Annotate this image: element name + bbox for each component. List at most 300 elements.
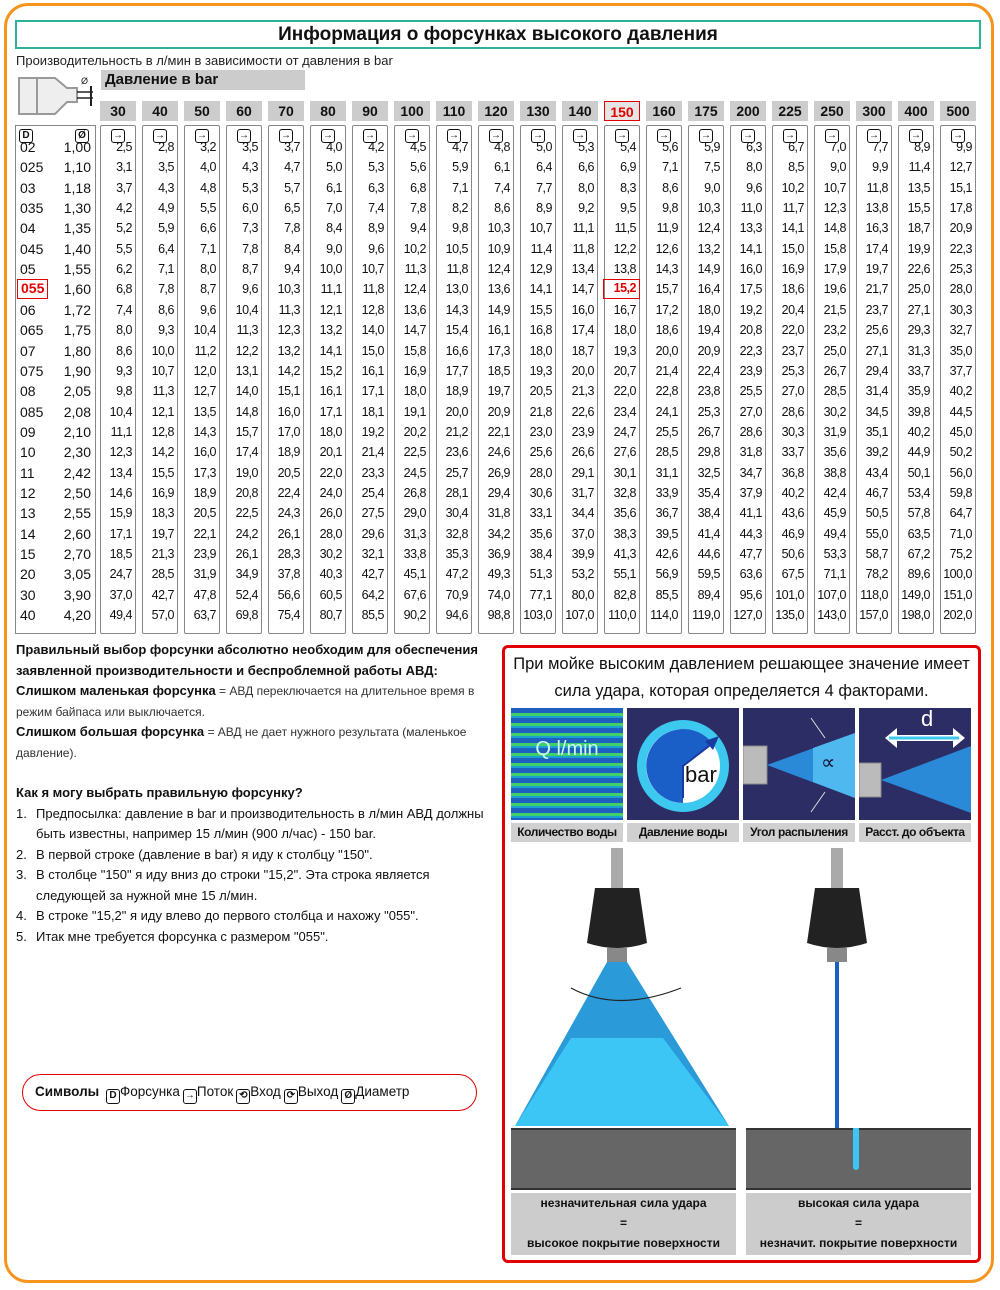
flow-value: 30,2	[319, 547, 342, 561]
flow-value: 47,2	[445, 567, 468, 582]
flow-value: 56,0	[949, 465, 972, 480]
flow-value: 11,5	[614, 221, 636, 236]
legend-выход-icon: ⟳	[284, 1089, 298, 1104]
flow-value: 11,8	[572, 241, 594, 256]
step-number: 4.	[16, 908, 27, 923]
flow-value: 94,6	[445, 608, 468, 623]
pressure-header: 500	[940, 101, 976, 121]
pressure-text: bar	[685, 762, 717, 787]
flow-value: 34,9	[235, 567, 258, 582]
flow-value: 20,0	[445, 404, 468, 419]
flow-value: 18,7	[571, 343, 594, 358]
flow-value: 20,9	[697, 343, 720, 358]
flow-value: 35,3	[445, 547, 468, 561]
flow-value: 25,3	[781, 363, 804, 378]
flow-value: 15,0	[781, 241, 804, 256]
nozzle-diameter: 1,10	[63, 159, 91, 176]
step-number: 3.	[16, 867, 27, 882]
flow-value: 26,7	[697, 424, 720, 439]
step-number: 2.	[16, 846, 27, 862]
flow-value: 26,6	[571, 445, 594, 460]
flow-value: 14,9	[697, 262, 720, 277]
pressure-column	[814, 125, 850, 634]
flow-value: 11,3	[236, 323, 258, 338]
flow-value: 9,0	[830, 160, 846, 175]
nozzle-size: 075	[20, 362, 44, 379]
large-nozzle-text: = АВД не дает нужного результата (маленькое давление).	[16, 725, 467, 760]
water-quantity-image	[511, 708, 623, 820]
flow-value: 23,7	[781, 343, 804, 358]
flow-value: 29,0	[403, 506, 426, 521]
flow-value: 74,0	[487, 587, 510, 602]
flow-value: 12,3	[109, 445, 132, 460]
flow-value: 7,4	[494, 180, 510, 195]
flow-value: 8,9	[536, 201, 552, 216]
flow-value: 9,8	[662, 201, 678, 216]
flow-symbol-icon: →	[533, 130, 543, 141]
flow-value: 27,1	[865, 343, 888, 358]
flow-value: 53,3	[823, 547, 846, 561]
flow-value: 25,6	[865, 323, 888, 338]
flow-value: 11,0	[740, 201, 762, 216]
nozzle-size: 12	[20, 484, 36, 501]
pressure-column	[184, 125, 220, 634]
flow-value: 23,4	[613, 404, 636, 419]
flow-value: 25,7	[445, 465, 468, 480]
flow-value: 46,7	[865, 485, 888, 500]
flow-value: 13,6	[403, 302, 426, 317]
flow-value: 21,4	[361, 445, 384, 460]
flow-value: 35,9	[907, 384, 930, 399]
step-number: 5.	[16, 928, 27, 944]
flow-value: 17,5	[739, 282, 762, 297]
flow-value: 3,2	[200, 140, 216, 154]
pressure-header: 60	[226, 101, 262, 121]
flow-value: 16,0	[277, 404, 300, 419]
flow-value: 8,2	[452, 201, 468, 216]
flow-value: 8,6	[158, 302, 174, 317]
flow-value: 12,1	[151, 404, 174, 419]
flow-value: 9,0	[704, 180, 720, 195]
flow-value: 34,2	[487, 526, 510, 541]
flow-value: 14,8	[235, 404, 258, 419]
step-item	[16, 906, 486, 927]
flow-value: 75,2	[949, 547, 972, 561]
flow-value: 17,4	[865, 241, 888, 256]
flow-value: 11,7	[782, 201, 804, 216]
flow-value: 8,6	[116, 343, 132, 358]
flow-value: 8,6	[494, 201, 510, 216]
flow-value: 31,8	[487, 506, 510, 521]
legend-форсунка-icon: D	[106, 1089, 120, 1104]
flow-value: 14,0	[235, 384, 258, 399]
flow-value: 21,4	[655, 363, 678, 378]
flow-value: 27,0	[781, 384, 804, 399]
pressure-column	[310, 125, 346, 634]
flow-value: 14,0	[361, 323, 384, 338]
flow-value: 80,7	[319, 608, 342, 623]
flow-value: 3,5	[242, 140, 258, 154]
flow-value: 85,5	[655, 587, 678, 602]
flow-value: 14,1	[739, 241, 762, 256]
flow-value: 25,3	[949, 262, 972, 277]
flow-symbol-icon: →	[827, 130, 837, 141]
legend-item	[284, 1075, 338, 1109]
left-caption	[511, 1193, 736, 1255]
pressure-header: 70	[268, 101, 304, 121]
flow-value: 20,8	[739, 323, 762, 338]
step-item	[16, 927, 486, 948]
flow-value: 18,7	[907, 221, 930, 236]
flow-value: 9,8	[116, 384, 132, 399]
flow-value: 14,1	[529, 282, 552, 297]
flow-value: 38,4	[529, 547, 552, 561]
flow-value: 42,7	[361, 567, 384, 582]
pressure-column	[730, 125, 766, 634]
flow-value: 38,3	[613, 526, 636, 541]
flow-symbol-icon: →	[155, 130, 165, 141]
flow-value: 47,7	[739, 547, 762, 561]
flow-value: 12,4	[403, 282, 426, 297]
nozzle-diameter: 2,42	[63, 464, 91, 481]
flow-value: 44,6	[697, 547, 720, 561]
caption-line: незначит. покрытие поверхности	[759, 1236, 958, 1250]
step-item	[16, 804, 486, 845]
flow-value: 16,6	[445, 343, 468, 358]
flow-value: 24,2	[235, 526, 258, 541]
flow-value: 14,2	[151, 445, 174, 460]
flow-value: 31,8	[739, 445, 762, 460]
narrow-spray-nozzle-icon	[807, 848, 867, 1133]
nozzle-diameter: 1,90	[63, 362, 91, 379]
flow-value: 11,3	[278, 302, 300, 317]
flow-value: 6,4	[158, 241, 174, 256]
flow-value: 5,2	[116, 221, 132, 236]
flow-value: 31,7	[571, 485, 594, 500]
pressure-header: 160	[646, 101, 682, 121]
flow-value: 18,0	[319, 424, 342, 439]
flow-value: 11,4	[530, 241, 552, 256]
flow-value: 8,6	[662, 180, 678, 195]
flow-symbol-icon: →	[365, 130, 375, 141]
flow-value: 21,8	[529, 404, 552, 419]
nozzle-size: 045	[20, 240, 44, 257]
flow-symbol-icon: →	[701, 130, 711, 141]
flow-value: 18,0	[403, 384, 426, 399]
flow-value: 14,3	[445, 302, 468, 317]
flow-value: 103,0	[523, 608, 552, 623]
flow-value: 101,0	[775, 587, 804, 602]
flow-value: 9,4	[410, 221, 426, 236]
flow-value: 9,9	[872, 160, 888, 175]
flow-value: 23,7	[865, 302, 888, 317]
flow-value: 6,5	[284, 201, 300, 216]
flow-value: 118,0	[860, 587, 888, 602]
pressure-column	[520, 125, 556, 634]
flow-value: 18,3	[151, 506, 174, 521]
flow-value: 67,6	[403, 587, 426, 602]
flow-value: 157,0	[859, 608, 888, 623]
flow-value: 15,1	[949, 180, 972, 195]
flow-value: 7,8	[242, 241, 258, 256]
flow-value: 39,8	[907, 404, 930, 419]
flow-value: 25,4	[361, 485, 384, 500]
flow-value: 42,7	[151, 587, 174, 602]
water-quantity-text: Q l/min	[535, 738, 599, 760]
flow-value: 198,0	[901, 608, 930, 623]
flow-value: 13,8	[613, 262, 636, 277]
flow-symbol-icon: →	[113, 130, 123, 141]
flow-value: 11,1	[320, 282, 342, 297]
flow-symbol-icon: →	[785, 130, 795, 141]
caption-line: высокое покрытие поверхности	[527, 1236, 720, 1250]
flow-value: 5,9	[158, 221, 174, 236]
flow-value: 18,6	[655, 323, 678, 338]
flow-value: 14,1	[319, 343, 342, 358]
small-nozzle-label: Слишком маленькая форсунка	[16, 683, 216, 698]
flow-value: 13,2	[697, 241, 720, 256]
flow-value: 5,9	[452, 160, 468, 175]
flow-value: 29,6	[361, 526, 384, 541]
angle-text: ∝	[821, 752, 836, 774]
flow-value: 22,6	[907, 262, 930, 277]
legend-item	[106, 1075, 180, 1109]
flow-value: 45,0	[949, 424, 972, 439]
nozzle-size: 14	[20, 525, 36, 542]
nozzle-size-column	[15, 125, 96, 634]
flow-value: 8,0	[578, 180, 594, 195]
flow-value: 19,9	[907, 241, 930, 256]
flow-value: 26,1	[235, 547, 258, 561]
flow-value: 4,3	[158, 180, 174, 195]
flow-value: 41,4	[697, 526, 720, 541]
flow-value: 53,4	[907, 485, 930, 500]
flow-value: 31,3	[403, 526, 426, 541]
symbols-legend	[22, 1074, 477, 1111]
flow-value: 10,4	[109, 404, 132, 419]
flow-value: 20,8	[235, 485, 258, 500]
flow-value: 15,1	[277, 384, 300, 399]
flow-value: 50,1	[907, 465, 930, 480]
flow-value: 5,6	[662, 140, 678, 154]
flow-value: 32,1	[361, 547, 384, 561]
flow-value: 7,8	[284, 221, 300, 236]
flow-value: 16,7	[613, 302, 636, 317]
flow-value: 127,0	[733, 608, 762, 623]
flow-value: 43,6	[781, 506, 804, 521]
flow-value: 52,4	[235, 587, 258, 602]
legend-item	[183, 1075, 233, 1109]
flow-value: 10,7	[823, 180, 846, 195]
flow-value: 16,0	[193, 445, 216, 460]
flow-value: 15,4	[445, 323, 468, 338]
flow-value: 22,3	[949, 241, 972, 256]
flow-value: 22,6	[571, 404, 594, 419]
flow-value: 135,0	[775, 608, 804, 623]
factor-label: Расст. до объекта	[859, 823, 971, 842]
nozzle-diameter: 1,00	[63, 139, 91, 155]
flow-value: 42,4	[823, 485, 846, 500]
flow-value: 110,0	[608, 608, 636, 623]
flow-value: 23,9	[571, 424, 594, 439]
flow-value: 6,9	[620, 160, 636, 175]
nozzle-diameter: 2,08	[63, 403, 91, 420]
nozzle-diameter: 2,70	[63, 546, 91, 562]
flow-value: 2,5	[116, 140, 132, 154]
flow-symbol-icon: →	[869, 130, 879, 141]
flow-value: 70,9	[445, 587, 468, 602]
flow-value: 8,7	[200, 282, 216, 297]
flow-value: 33,1	[529, 506, 552, 521]
nozzle-size: 11	[20, 464, 35, 481]
pressure-header: 50	[184, 101, 220, 121]
flow-value: 13,6	[487, 282, 510, 297]
spray-comparison-illustration	[511, 848, 971, 1133]
flow-value: 22,0	[319, 465, 342, 480]
flow-symbol-icon: →	[743, 130, 753, 141]
pressure-column	[772, 125, 808, 634]
flow-value: 15,2	[603, 279, 640, 299]
legend-диаметр-icon: Ø	[341, 1089, 355, 1104]
flow-value: 11,8	[446, 262, 468, 277]
flow-value: 37,0	[571, 526, 594, 541]
factor-label: Количество воды	[511, 823, 623, 842]
legend-label: Форсунка	[119, 1084, 180, 1099]
flow-value: 14,9	[487, 302, 510, 317]
svg-text:Ø: Ø	[81, 76, 89, 86]
flow-value: 35,6	[823, 445, 846, 460]
pressure-header: 100	[394, 101, 430, 121]
flow-value: 6,8	[116, 282, 132, 297]
caption-equals: =	[619, 1216, 627, 1230]
pressure-header: 250	[814, 101, 850, 121]
flow-value: 9,6	[746, 180, 762, 195]
flow-value: 20,0	[571, 363, 594, 378]
flow-value: 107,0	[817, 587, 846, 602]
nozzle-diameter: 1,75	[63, 322, 91, 339]
spray-angle-image	[743, 708, 855, 820]
flow-value: 16,1	[361, 363, 384, 378]
nozzle-diameter: 1,60	[63, 281, 91, 298]
flow-value: 15,7	[655, 282, 678, 297]
flow-value: 50,6	[781, 547, 804, 561]
flow-value: 12,7	[193, 384, 216, 399]
flow-value: 11,9	[656, 221, 678, 236]
flow-value: 33,9	[655, 485, 678, 500]
flow-value: 27,0	[739, 404, 762, 419]
flow-value: 19,2	[739, 302, 762, 317]
flow-symbol-icon: →	[617, 130, 627, 141]
flow-symbol-icon: →	[281, 130, 291, 141]
flow-value: 46,9	[781, 526, 804, 541]
flow-value: 19,1	[403, 404, 426, 419]
flow-symbol-icon: →	[449, 130, 459, 141]
flow-value: 21,2	[445, 424, 468, 439]
flow-value: 23,0	[529, 424, 552, 439]
step-text: В первой строке (давление в bar) я иду к столбцу "150".	[36, 846, 373, 862]
flow-value: 26,9	[487, 465, 510, 480]
flow-value: 202,0	[943, 608, 972, 623]
flow-value: 9,6	[200, 302, 216, 317]
flow-value: 37,7	[949, 363, 972, 378]
flow-value: 8,0	[116, 323, 132, 338]
flow-value: 23,6	[445, 445, 468, 460]
nozzle-diameter: 1,40	[63, 240, 91, 257]
flow-value: 12,7	[949, 160, 972, 175]
flow-value: 29,3	[907, 323, 930, 338]
flow-value: 30,2	[823, 404, 846, 419]
flow-value: 25,3	[697, 404, 720, 419]
nozzle-size: 08	[20, 383, 36, 400]
flow-value: 31,9	[193, 567, 216, 582]
flow-value: 10,4	[235, 302, 258, 317]
intro-text: Правильный выбор форсунки абсолютно необходим для обеспечения заявленной производительности и беспроблемной работы АВД:	[16, 642, 478, 678]
flow-value: 13,1	[235, 363, 258, 378]
nozzle-diameter: 2,60	[63, 525, 91, 542]
flow-value: 24,1	[655, 404, 678, 419]
flow-value: 5,3	[578, 140, 594, 154]
nozzle-size: 13	[20, 505, 36, 522]
flow-value: 40,2	[907, 424, 930, 439]
flow-value: 90,2	[403, 608, 426, 623]
flow-value: 10,2	[781, 180, 804, 195]
question-heading: Как я могу выбрать правильную форсунку?	[16, 785, 303, 800]
flow-value: 36,9	[487, 547, 510, 561]
flow-value: 5,7	[284, 180, 300, 195]
flow-value: 38,4	[697, 506, 720, 521]
flow-value: 22,1	[487, 424, 510, 439]
flow-value: 9,6	[368, 241, 384, 256]
legend-item	[341, 1075, 409, 1109]
step-text: В строке "15,2" я иду влево до первого столбца и нахожу "055".	[36, 908, 419, 923]
nozzle-diameter: 2,05	[63, 383, 91, 400]
flow-value: 50,2	[949, 445, 972, 460]
flow-value: 18,0	[697, 302, 720, 317]
page-title: Информация о форсунках высокого давления	[15, 20, 981, 49]
flow-symbol-icon: →	[575, 130, 585, 141]
water-pressure-image	[627, 708, 739, 820]
flow-value: 30,3	[949, 302, 972, 317]
flow-value: 22,0	[781, 323, 804, 338]
nozzle-diameter: 3,05	[63, 566, 91, 583]
legend-label: Поток	[196, 1084, 234, 1099]
flow-value: 107,0	[565, 608, 594, 623]
nozzle-size: 15	[20, 546, 36, 562]
flow-value: 14,1	[781, 221, 804, 236]
step-item	[16, 845, 486, 866]
flow-value: 16,4	[697, 282, 720, 297]
flow-value: 25,6	[529, 445, 552, 460]
flow-value: 33,7	[907, 363, 930, 378]
flow-value: 4,9	[158, 201, 174, 216]
step-number: 1.	[16, 805, 27, 821]
flow-value: 18,0	[529, 343, 552, 358]
flow-value: 15,7	[235, 424, 258, 439]
flow-value: 31,9	[823, 424, 846, 439]
flow-value: 37,8	[277, 567, 300, 582]
flow-value: 149,0	[901, 587, 930, 602]
flow-value: 12,4	[697, 221, 720, 236]
flow-value: 21,3	[151, 547, 174, 561]
flow-value: 11,3	[152, 384, 174, 399]
nozzle-size: 035	[20, 200, 44, 217]
flow-value: 11,2	[194, 343, 216, 358]
flow-value: 5,0	[326, 160, 342, 175]
flow-value: 16,0	[739, 262, 762, 277]
flow-value: 13,0	[445, 282, 468, 297]
flow-value: 71,0	[949, 526, 972, 541]
pressure-header: 400	[898, 101, 934, 121]
